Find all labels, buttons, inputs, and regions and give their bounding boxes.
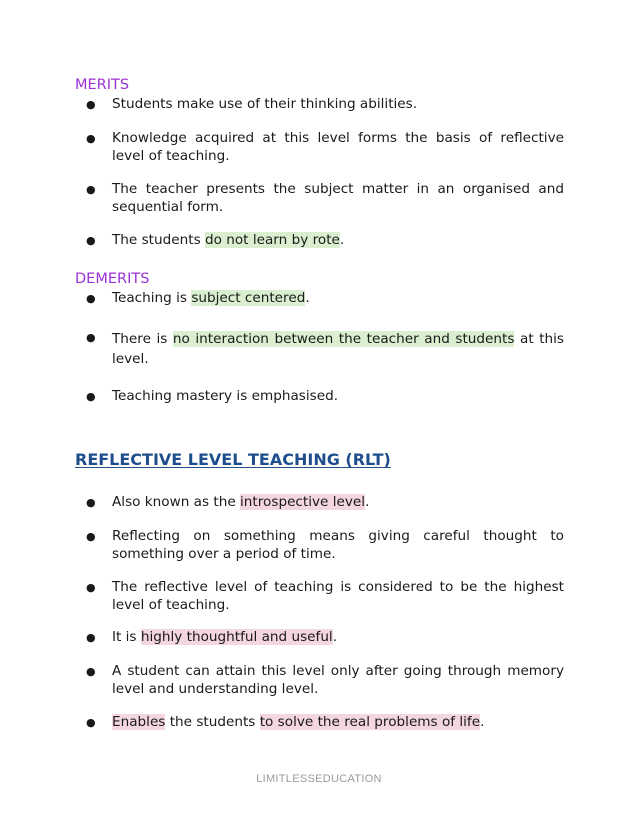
rlt-item-6 xyxy=(86,714,564,732)
merit-text xyxy=(112,232,564,250)
demerits-heading: DEMERITS xyxy=(75,271,150,287)
rlt-text-pre: It is xyxy=(112,629,141,645)
demerit-item-1 xyxy=(86,290,564,308)
merit-text: Students make use of their thinking abilities. xyxy=(112,96,418,112)
rlt-item-4 xyxy=(86,629,564,647)
highlight-pink: to solve the real problems of life xyxy=(259,714,481,730)
merits-heading: MERITS xyxy=(75,77,130,93)
rlt-text: Reflecting on something means giving careful thought to something over a period of time. xyxy=(112,528,564,562)
rlt-item-2 xyxy=(86,528,564,563)
rlt-heading: REFLECTIVE LEVEL TEACHING (RLT) xyxy=(75,450,391,469)
demerit-item-2 xyxy=(86,329,564,369)
rlt-text: A student can attain this level only after going through memory level and understanding level. xyxy=(112,663,564,697)
rlt-text-post: . xyxy=(332,629,338,645)
footer-watermark: LIMITLESSEDUCATION xyxy=(256,773,382,785)
demerit-text-pre: Teaching is xyxy=(112,290,192,306)
demerit-text: Teaching mastery is emphasised. xyxy=(112,388,339,404)
bullet-icon: ● xyxy=(86,234,96,247)
bullet-icon: ● xyxy=(86,716,96,729)
highlight-green: subject centered xyxy=(191,290,306,306)
demerit-item-3 xyxy=(86,388,564,406)
merit-item-1 xyxy=(86,96,564,114)
merit-item-2 xyxy=(86,130,564,165)
merit-text-post: . xyxy=(339,232,345,248)
bullet-icon: ● xyxy=(86,132,96,145)
bullet-icon: ● xyxy=(86,390,96,403)
merit-text: The teacher presents the subject matter in an organised and sequential form. xyxy=(112,181,564,215)
rlt-text xyxy=(112,629,564,647)
rlt-text: The reflective level of teaching is considered to be the highest level of teaching. xyxy=(112,579,564,613)
bullet-icon: ● xyxy=(86,581,96,594)
merit-text-pre: The students xyxy=(112,232,205,248)
demerit-text-pre: There is xyxy=(112,331,173,347)
bullet-icon: ● xyxy=(86,292,96,305)
rlt-text-post: . xyxy=(365,494,370,510)
demerit-text-post: . xyxy=(305,290,310,306)
demerit-text xyxy=(112,290,564,308)
merit-text: Knowledge acquired at this level forms the basis of reflective level of teaching. xyxy=(112,130,564,164)
rlt-text-pre: Also known as the xyxy=(112,494,241,510)
bullet-icon: ● xyxy=(86,331,96,344)
highlight-green: do not learn by rote xyxy=(204,232,340,248)
bullet-icon: ● xyxy=(86,530,96,543)
rlt-text xyxy=(112,714,564,732)
bullet-icon: ● xyxy=(86,665,96,678)
highlight-pink: highly thoughtful and useful xyxy=(140,629,333,645)
demerit-text xyxy=(112,329,564,369)
rlt-text-pre: the students xyxy=(165,714,260,730)
rlt-item-5 xyxy=(86,663,564,698)
highlight-pink: Enables xyxy=(112,714,166,730)
bullet-icon: ● xyxy=(86,98,96,111)
rlt-text xyxy=(112,494,564,512)
bullet-icon: ● xyxy=(86,496,96,509)
merit-item-4 xyxy=(86,232,564,250)
merit-item-3 xyxy=(86,181,564,216)
bullet-icon: ● xyxy=(86,183,96,196)
highlight-pink: introspective level xyxy=(240,494,366,510)
rlt-item-3 xyxy=(86,579,564,614)
rlt-item-1 xyxy=(86,494,564,512)
rlt-text-post: . xyxy=(480,714,485,730)
highlight-green: no interaction between the teacher and students xyxy=(172,331,515,347)
demerit-text-post: at this level. xyxy=(112,331,565,367)
bullet-icon: ● xyxy=(86,631,96,644)
